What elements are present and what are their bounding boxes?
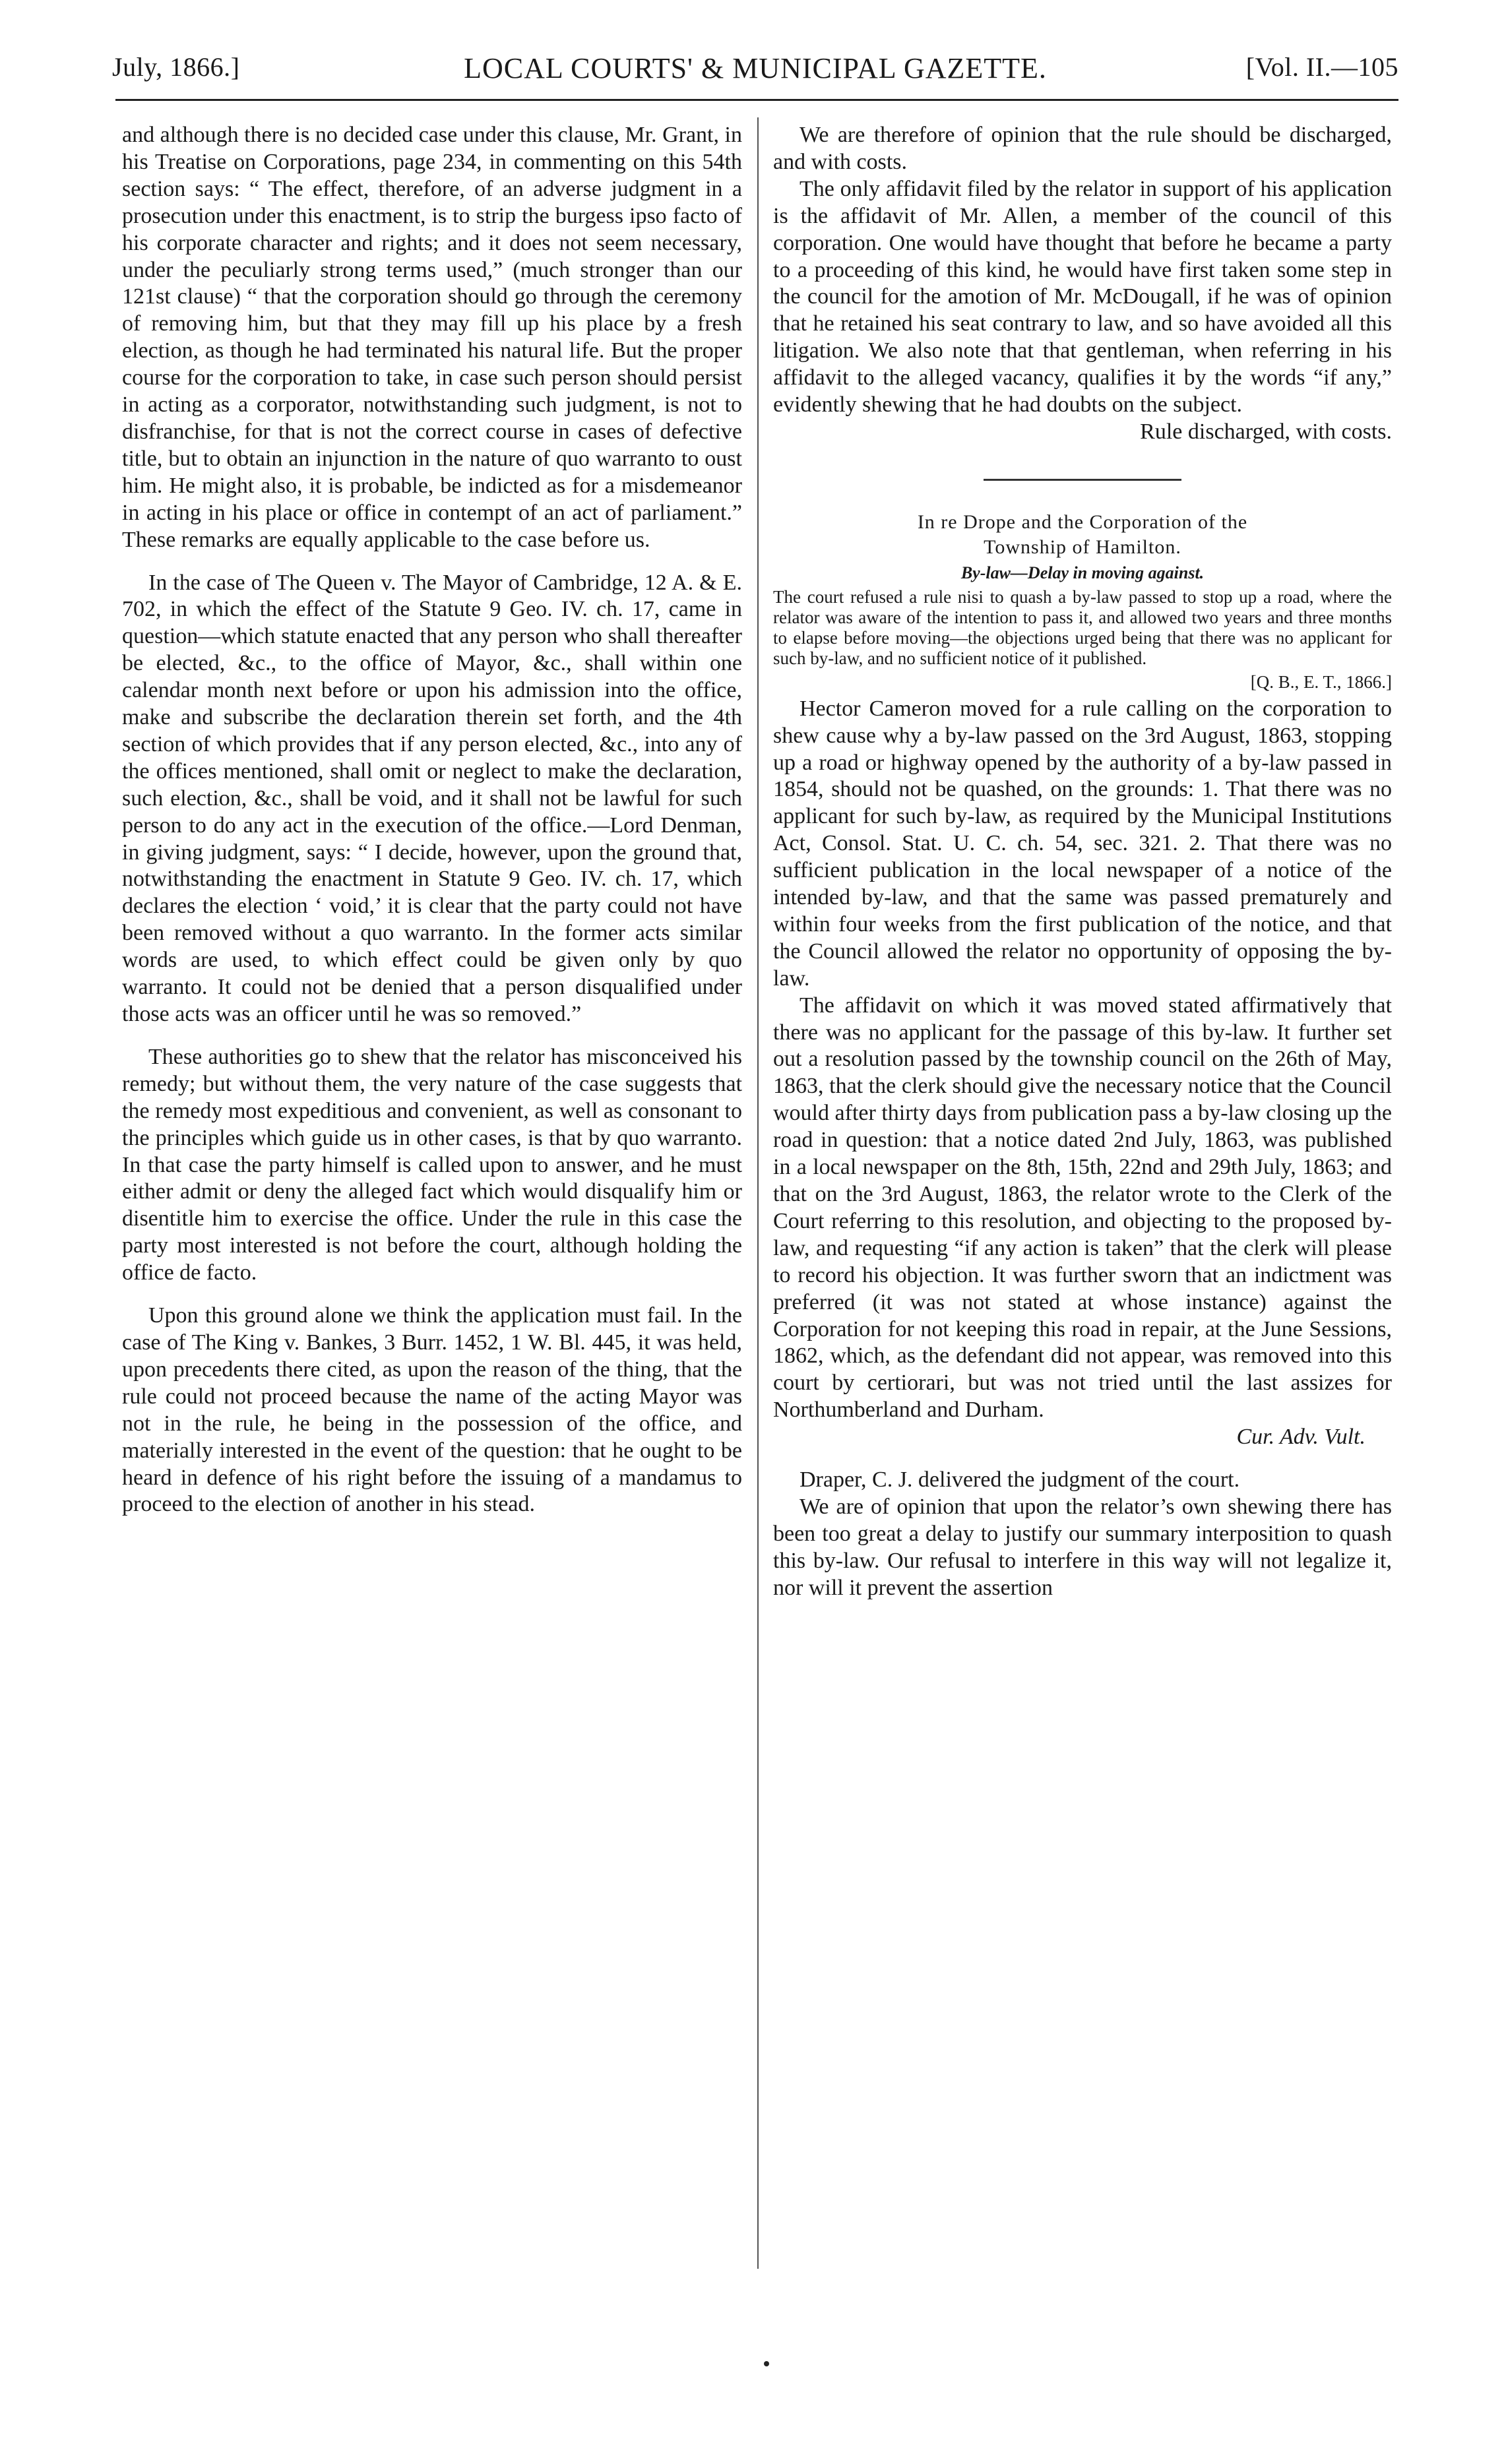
- header-title: LOCAL COURTS' & MUNICIPAL GAZETTE.: [464, 52, 1047, 84]
- right-column: [773, 122, 1392, 1602]
- case-title: [773, 510, 1392, 560]
- left-paragraph-4: Upon this ground alone we think the application must fail. In the case of The King v. Bankes, 3 Burr. 1452, 1 W. Bl. 445, it was held, upon precedents there cited, as upon the reason of the thing, that the rule could not proceed because the name of the acting Mayor was not in the rule, he being in the possession of the office, and materially interested in the event of the question: that he ought to be heard in defence of his right before the issuing of a mandamus to proceed to the election of another in his stead.: [122, 1303, 742, 1517]
- header-rule: [115, 99, 1398, 101]
- left-paragraph-1: and although there is no decided case under this clause, Mr. Grant, in his Treatise on Corporations, page 234, in commenting on this 54th section says: “ The effect, therefore, of an adverse judgment in a prosecution under this enactment, is to strip the burgess ipso facto of his corporate character and rights; and it does not seem necessary, under the peculiarly strong terms used,” (much stronger than our 121st clause) “ that the corporation should go through the ceremony of removing him, but that they may fill up his place by a fresh election, as though he had terminated his natural life. But the proper course for the corporation to take, in case such person should persist in acting as a corporator, notwithstanding such judgment, is not to disfranchise, for that is not the correct course in cases of defective title, but to obtain an injunction in the nature of quo warranto to oust him. He might also, it is probable, be indicted as for a misdemeanor in acting in his place or office in contempt of an act of parliament.” These remarks are equally applicable to the case before us.: [122, 123, 742, 552]
- section-divider: [984, 479, 1181, 481]
- column-divider: [757, 117, 759, 2269]
- case-title-line-2: Township of Hamilton.: [984, 536, 1181, 558]
- header-date: July, 1866.]: [112, 52, 240, 82]
- right-paragraph-judgment: We are of opinion that upon the relator’s own shewing there has been too great a delay to justify our summary interposition to quash this by-law. Our refusal to interfere in this way will not legalize it, nor will it prevent the assertion: [773, 1494, 1392, 1600]
- header-volume-page: [Vol. II.—105: [1245, 52, 1398, 82]
- right-paragraph-judgment-intro: Draper, C. J. delivered the judgment of the court.: [800, 1467, 1240, 1493]
- right-paragraph-motion: Hector Cameron moved for a rule calling on the corporation to shew cause why a by-law passed on the 3rd August, 1863, stopping up a road or highway opened by the authority of a by-law passed in 1854, should not be quashed, on the grounds: 1. That there was no applicant for such by-law, as required by the Municipal Institutions Act, Consol. Stat. U. C. ch. 54, sec. 321. 2. That there was no sufficient publication in the local newspaper of a notice of the intended by-law, and that the same was passed prematurely and within four weeks from the first publication of the notice, and that the Council allowed the relator no opportunity of opposing the by-law.: [773, 696, 1392, 991]
- right-paragraph-affidavit: The affidavit on which it was moved stated affirmatively that there was no applicant for the passage of this by-law. It further set out a resolution passed by the township council on the 26th of May, 1863, that the clerk should give the necessary notice that the Council would after thirty days from publication pass a by-law closing up the road in question: that a notice dated 2nd July, 1863, was published in a local newspaper on the 8th, 15th, 22nd and 29th July, 1863; and that on the 3rd August, 1863, the relator wrote to the Clerk of the Court referring to this resolution, and objecting to the proposed by-law, and requesting “if any action is taken” that the clerk will please to record his objection. It was further sworn that an indictment was preferred (it was not stated at whose instance) against the Corporation for not keeping this road in repair, at the June Sessions, 1862, which, as the defendant did not appear, was removed into this court by certiorari, but was not tried until the last assizes for Northumberland and Durham.: [773, 993, 1392, 1423]
- right-paragraph-opening-2: The only affidavit filed by the relator in support of his application is the affidavit of Mr. Allen, a member of the council of this corporation. One would have thought that before he became a party to a proceeding of this kind, he would have first taken some step in the council for the amotion of Mr. McDougall, if he was of opinion that he retained his seat contrary to law, and so have avoided all this litigation. We also note that that gentleman, when referring in his affidavit to the alleged vacancy, qualifies it by the words “if any,” evidently shewing that he had doubts on the subject.: [773, 176, 1392, 417]
- left-paragraph-2: In the case of The Queen v. The Mayor of Cambridge, 12 A. & E. 702, in which the effect of the Statute 9 Geo. IV. ch. 17, came in question—which statute enacted that any person who shall thereafter be elected, &c., to the office of Mayor, &c., shall within one calendar month next before or upon his admission into the office, make and subscribe the declaration therein set forth, and the 4th section of which provides that if any person elected, &c., into any of the offices mentioned, shall omit or neglect to make the declaration, such election, &c., shall be void, and it shall not be lawful for such person to do any act in the execution of the office.—Lord Denman, in giving judgment, says: “ I decide, however, upon the ground that, notwithstanding the enactment in Statute 9 Geo. IV. ch. 17, which declares the election ‘ void,’ it is clear that the party could not have been removed without a quo warranto. In the former acts similar words are used, to which effect could be given only by quo warranto. It could not be denied that a person disqualified under those acts was an officer until he was so removed.”: [122, 570, 742, 1026]
- right-paragraph-opening-1: We are therefore of opinion that the rule should be discharged, and with costs.: [773, 123, 1392, 174]
- cur-adv-vult: Cur. Adv. Vult.: [1236, 1425, 1365, 1450]
- footer-dot: [764, 2361, 769, 2366]
- case-title-line-1: In re Drope and the Corporation of the: [917, 510, 1248, 533]
- left-column: [122, 122, 742, 1518]
- left-paragraph-3: These authorities go to shew that the relator has misconceived his remedy; but without them, the very nature of the case suggests that the remedy most expeditious and convenient, as well as consonant to the principles which guide us in other cases, is that by quo warranto. In that case the party himself is called upon to answer, and he must either admit or deny the alleged fact which would disqualify him or disentitle him to exercise the office. Under the rule in this case the party most interested is not before the court, although holding the office de facto.: [122, 1044, 742, 1285]
- case-headnote: The court refused a rule nisi to quash a by-law passed to stop up a road, where the relator was aware of the intention to pass it, and allowed two years and three months to elapse before moving—the objections urged being that there was no applicant for such by-law, and no sufficient notice of it published.: [773, 586, 1392, 668]
- case-citation: [Q. B., E. T., 1866.]: [1250, 671, 1392, 692]
- rule-discharged: Rule discharged, with costs.: [1140, 419, 1392, 444]
- running-header: [112, 51, 1398, 104]
- case-subhead: By-law—Delay in moving against.: [960, 563, 1205, 582]
